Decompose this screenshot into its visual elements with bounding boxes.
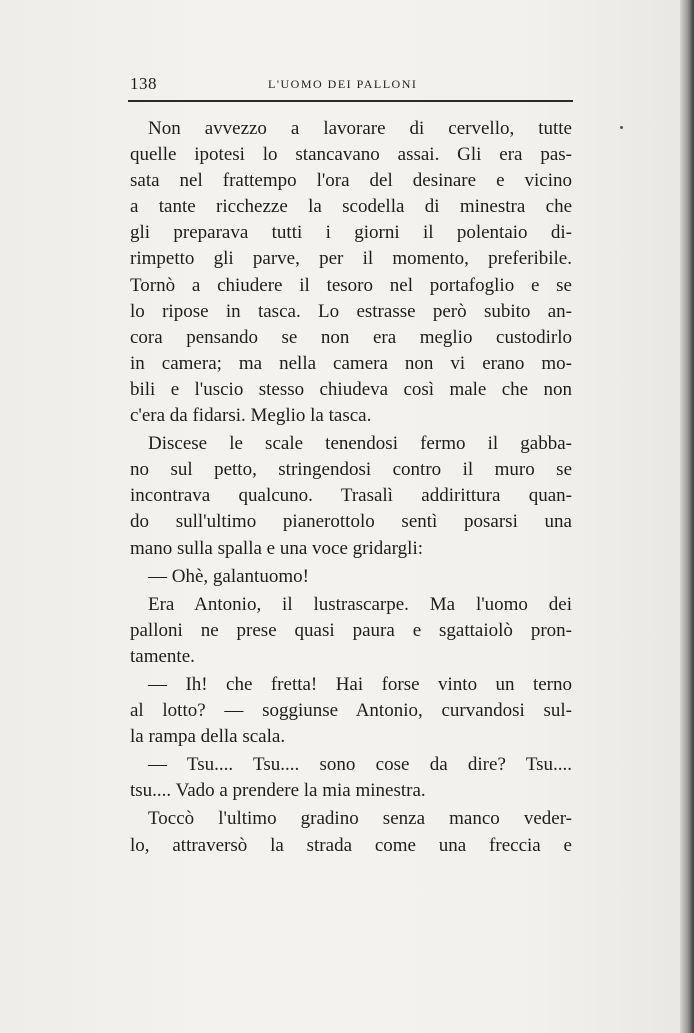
paragraph <box>130 752 572 804</box>
text-line: quelle ipotesi lo stancavano assai. Gli era pas- <box>130 144 572 166</box>
paragraph <box>130 806 572 858</box>
text-line: gli preparava tutti i giorni il polentaio di- <box>130 222 572 244</box>
paragraph <box>130 564 572 590</box>
text-line: — Tsu.... Tsu.... sono cose da dire? Tsu.... <box>148 754 572 776</box>
text-line: la rampa della scala. <box>130 726 286 748</box>
text-line: in camera; ma nella camera non vi erano mo- <box>130 352 572 374</box>
text-line: tsu.... Vado a prendere la mia minestra. <box>130 780 426 802</box>
text-line: Discese le scale tenendosi fermo il gabba- <box>148 433 572 455</box>
text-line: lo, attraversò la strada come una freccia e <box>130 834 572 856</box>
text-line: Era Antonio, il lustrascarpe. Ma l'uomo dei <box>148 593 572 615</box>
page-number: 138 <box>130 74 157 93</box>
body-text <box>130 116 572 859</box>
page-edge-shadow <box>680 0 694 1033</box>
text-line: palloni ne prese quasi paura e sgattaiolò pron- <box>130 619 572 641</box>
paper-speck <box>620 126 623 129</box>
text-line: Toccò l'ultimo gradino senza manco veder- <box>148 808 572 830</box>
text-line: cora pensando se non era meglio custodirlo <box>130 326 572 348</box>
text-line: a tante ricchezze la scodella di minestra che <box>130 196 572 218</box>
text-line: Non avvezzo a lavorare di cervello, tutte <box>148 118 572 139</box>
text-line: incontrava qualcuno. Trasalì addirittura quan- <box>130 485 572 507</box>
header-rule <box>128 100 573 102</box>
text-line: do sull'ultimo pianerottolo sentì posarsi una <box>130 511 572 533</box>
running-title: L'UOMO DEI PALLONI <box>268 77 418 91</box>
text-line: no sul petto, stringendosi contro il muro se <box>130 459 572 481</box>
text-line: rimpetto gli parve, per il momento, preferibile. <box>130 248 572 270</box>
text-line: sata nel frattempo l'ora del desinare e vicino <box>130 170 572 192</box>
text-line: lo ripose in tasca. Lo estrasse però subito an- <box>130 300 572 322</box>
text-line: — Ohè, galantuomo! <box>148 565 309 587</box>
text-line: tamente. <box>130 645 195 667</box>
text-line: — Ih! che fretta! Hai forse vinto un terno <box>148 673 572 695</box>
text-line: mano sulla spalla e una voce gridargli: <box>130 537 424 559</box>
paragraph <box>130 672 572 750</box>
text-line: al lotto? — soggiunse Antonio, curvandosi sul- <box>130 700 572 722</box>
text-line: Tornò a chiudere il tesoro nel portafoglio e se <box>130 274 572 296</box>
paragraph <box>130 431 572 561</box>
paragraph <box>130 592 572 670</box>
page-header <box>130 74 572 96</box>
text-line: c'era da fidarsi. Meglio la tasca. <box>130 405 372 427</box>
paragraph <box>130 116 572 429</box>
text-line: bili e l'uscio stesso chiudeva così male che non <box>130 378 572 400</box>
